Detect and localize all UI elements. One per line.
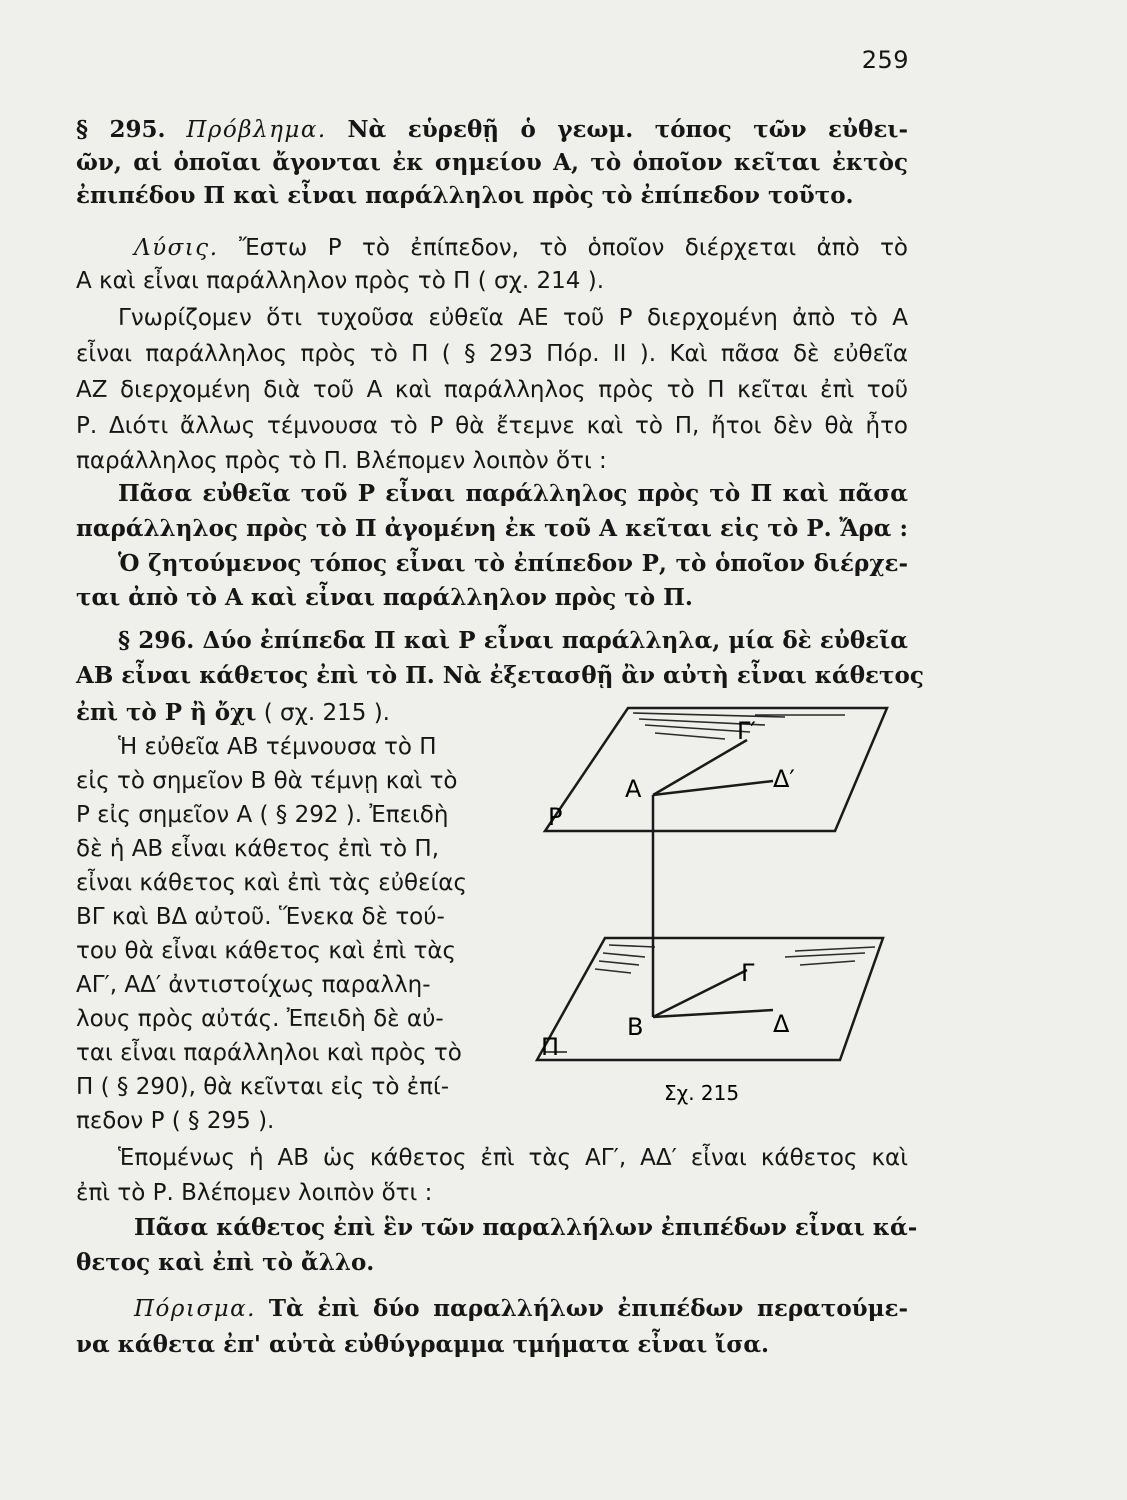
problem-statement-line-3: ἐπιπέδου Π καὶ εἶναι παράλληλοι πρὸς τὸ ἐπίπεδον τοῦτο.: [76, 182, 854, 209]
therefore-label: Ἄρα :: [839, 515, 909, 542]
proof-line-6: ΒΓ καὶ ΒΔ αὐτοῦ. Ἕνεκα δὲ τού-: [76, 904, 445, 930]
proof-line-7: του θὰ εἶναι κάθετος καὶ ἐπὶ τὰς: [76, 938, 457, 964]
solution-line-7: παράλληλος πρὸς τὸ Π. Βλέπομεν λοιπὸν ὅτι :: [76, 448, 607, 474]
lower-plane: [537, 938, 883, 1060]
theorem-line-2: [76, 514, 908, 544]
locus-line-1: Ὁ ζητούμενος τόπος εἶναι τὸ ἐπίπεδον Ρ, τὸ ὁποῖον διέρχε-: [118, 550, 908, 577]
proof-line-2: εἰς τὸ σημεῖον Β θὰ τέμνῃ καὶ τὸ: [76, 768, 458, 794]
corollary-label: Πόρισμα.: [134, 1296, 256, 1322]
label-A: Α: [625, 775, 642, 803]
proof-line-9: λους πρὸς αὐτάς. Ἐπειδὴ δὲ αὐ-: [76, 1006, 444, 1032]
solution-label: Λύσις.: [134, 235, 219, 261]
proof-line-1: Ἡ εὐθεῖα ΑΒ τέμνουσα τὸ Π: [118, 734, 437, 760]
figure-215-drawing: [515, 695, 915, 1115]
label-D: Δ: [773, 1010, 790, 1038]
corollary-line-2: να κάθετα ἐπ' αὐτὰ εὐθύγραμμα τμήματα εἶναι ἴσα.: [76, 1331, 770, 1358]
proof-line-5: εἶναι κάθετος καὶ ἐπὶ τὰς εὐθείας: [76, 870, 467, 896]
page-number: 259: [861, 46, 909, 74]
lower-plane-hatch: [595, 945, 875, 973]
solution-line-6: Ρ. Διότι ἄλλως τέμνουσα τὸ Ρ θὰ ἔτεμνε καὶ τὸ Π, ἤτοι δὲν θὰ ἦτο: [76, 413, 908, 439]
solution-line-1: [134, 233, 908, 263]
proof-line-13: Ἑπομένως ἡ ΑΒ ὡς κάθετος ἐπὶ τὰς ΑΓ′, ΑΔ′ εἶναι κάθετος καὶ: [118, 1145, 908, 1171]
segment-BG: [653, 970, 747, 1017]
proof-line-12: πεδον Ρ ( § 295 ).: [76, 1108, 275, 1134]
figure-215: [515, 695, 915, 1115]
theorem-line-2-text: παράλληλος πρὸς τὸ Π ἀγομένη ἐκ τοῦ Α κεῖται εἰς τὸ Ρ.: [76, 515, 832, 542]
solution-line-3: Γνωρίζομεν ὅτι τυχοῦσα εὐθεῖα ΑΕ τοῦ Ρ διερχομένη ἀπὸ τὸ Α: [118, 305, 908, 331]
proof-line-14: ἐπὶ τὸ Ρ. Βλέπομεν λοιπὸν ὅτι :: [76, 1180, 433, 1206]
corollary-line-1: [134, 1294, 908, 1324]
figure-caption: Σχ. 215: [664, 1081, 740, 1105]
problem-statement-line-2: ῶν, αἱ ὁποῖαι ἄγονται ἐκ σημείου Α, τὸ ὁποῖον κεῖται ἐκτὸς: [76, 149, 908, 176]
problem-label: Πρόβλημα.: [186, 117, 327, 143]
proof-line-4: δὲ ἡ ΑΒ εἶναι κάθετος ἐπὶ τὸ Π,: [76, 836, 440, 862]
corollary-text: Τὰ ἐπὶ δύο παραλλήλων ἐπιπέδων περατούμε-: [268, 1295, 908, 1322]
proof-line-10: ται εἶναι παράλληλοι καὶ πρὸς τὸ: [76, 1040, 462, 1066]
label-D-prime: Δ′: [773, 765, 795, 793]
label-P-lower: Π: [541, 1033, 560, 1061]
conclusion-line-1: Πᾶσα κάθετος ἐπὶ ἓν τῶν παραλλήλων ἐπιπέδων εἶναι κά-: [134, 1214, 918, 1241]
section-295-heading-line-1: [76, 115, 908, 145]
proof-line-3: Ρ εἰς σημεῖον Α ( § 292 ). Ἐπειδὴ: [76, 802, 449, 828]
problem-statement: Νὰ εὑρεθῇ ὁ γεωμ. τόπος τῶν εὐθει-: [347, 116, 908, 143]
solution-line-4: εἶναι παράλληλος πρὸς τὸ Π ( § 293 Πόρ. ΙΙ ). Καὶ πᾶσα δὲ εὐθεῖα: [76, 341, 908, 367]
section-296-heading-line-1: § 296. Δύο ἐπίπεδα Π καὶ Ρ εἶναι παράλληλα, μία δὲ εὐθεῖα: [118, 627, 908, 654]
proof-line-11: Π ( § 290), θὰ κεῖνται εἰς τὸ ἐπί-: [76, 1074, 450, 1100]
figure-reference: ( σχ. 215 ).: [263, 700, 390, 726]
solution-line-5: ΑΖ διερχομένη διὰ τοῦ Α καὶ παράλληλος πρὸς τὸ Π κεῖται ἐπὶ τοῦ: [76, 377, 908, 403]
proof-line-8: ΑΓ′, ΑΔ′ ἀντιστοίχως παραλλη-: [76, 972, 431, 998]
label-P-upper: Ρ: [548, 803, 563, 831]
theorem-line-1: Πᾶσα εὐθεῖα τοῦ Ρ εἶναι παράλληλος πρὸς τὸ Π καὶ πᾶσα: [118, 480, 908, 507]
section-296-heading-line-2: ΑΒ εἶναι κάθετος ἐπὶ τὸ Π. Νὰ ἐξετασθῇ ἂν αὐτὴ εἶναι κάθετος: [76, 662, 924, 689]
label-G: Γ: [741, 959, 755, 987]
upper-plane: [545, 708, 887, 831]
section-number: § 295.: [76, 116, 166, 143]
label-G-prime: Γ′: [737, 717, 756, 745]
label-B: Β: [627, 1013, 644, 1041]
locus-line-2: ται ἀπὸ τὸ Α καὶ εἶναι παράλληλον πρὸς τὸ Π.: [76, 584, 693, 611]
section-296-question: ἐπὶ τὸ Ρ ἢ ὄχι: [76, 699, 257, 726]
conclusion-line-2: θετος καὶ ἐπὶ τὸ ἄλλο.: [76, 1249, 375, 1276]
solution-text: Ἔστω Ρ τὸ ἐπίπεδον, τὸ ὁποῖον διέρχεται ἀπὸ τὸ: [238, 235, 909, 261]
segment-BD: [653, 1010, 773, 1017]
solution-line-2: Α καὶ εἶναι παράλληλον πρὸς τὸ Π ( σχ. 214 ).: [76, 268, 605, 294]
